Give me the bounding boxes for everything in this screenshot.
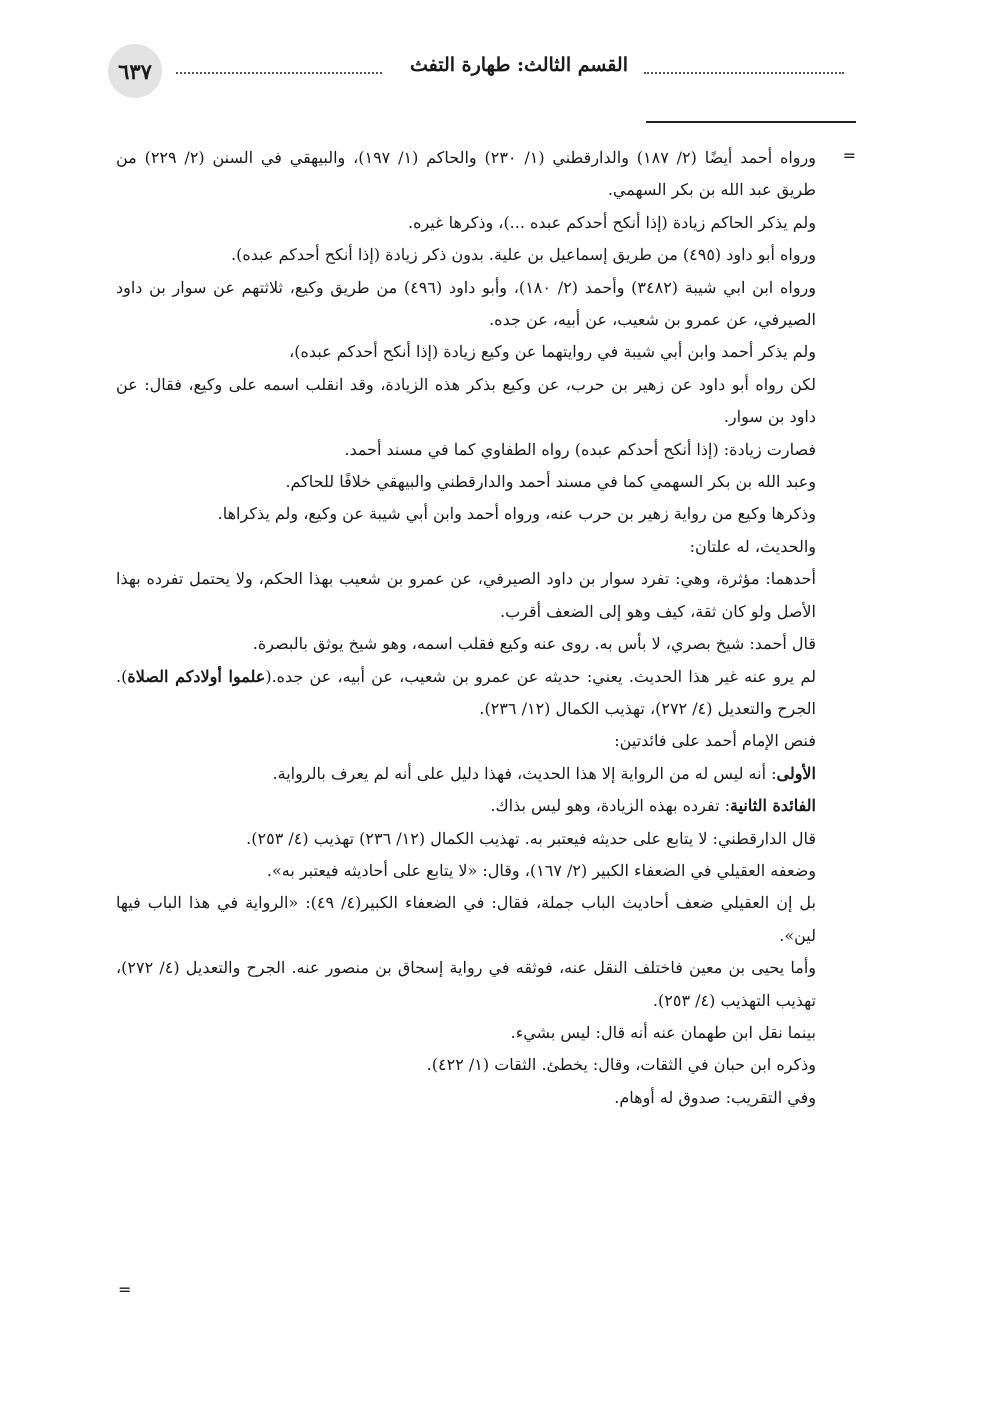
header-dots-left [176, 58, 382, 74]
continued-from-marker: = [842, 146, 856, 165]
paragraph-16 [116, 790, 816, 822]
paragraph-20: وأما يحيى بن معين فاختلف النقل عنه، فوثقه في رواية إسحاق بن منصور عنه. الجرح والتعديل (٤/ ٢٧٢)، تهذيب التهذيب (٤/ ٢٥٣). [116, 958, 816, 1010]
paragraph-3: ورواه أبو داود (٤٩٥) من طريق إسماعيل بن علية. بدون ذكر زيادة (إذا أنكح أحدكم عبده). [231, 245, 816, 265]
paragraph-22: وذكره ابن حبان في الثقات، وقال: يخطئ. الثقات (١/ ٤٢٢). [426, 1055, 816, 1075]
paragraph-14: فنص الإمام أحمد على فائدتين: [614, 731, 816, 751]
paragraph-13 [116, 661, 816, 726]
paragraph-9: وذكرها وكيع من رواية زهير بن حرب عنه، ورواه أحمد وابن أبي شيبة عن وكيع، ولم يذكراها. [217, 504, 816, 524]
paragraph-13-citation: ). الجرح والتعديل (٤/ ٢٧٢)، تهذيب الكمال (١٢/ ٢٣٦). [116, 666, 816, 718]
paragraph-6: لكن رواه أبو داود عن زهير بن حرب، عن وكيع بذكر هذه الزيادة، وقد انقلب اسمه على وكيع، فقال: عن داود بن سوار. [116, 374, 816, 427]
paragraph-11: أحدهما: مؤثرة، وهي: تفرد سوار بن داود الصيرفي، عن عمرو بن شعيب بهذا الحكم، ولا يحتمل تفرده بهذا الأصل ولو كان ثقة، كيف وهو إلى الضعف أقرب. [116, 569, 817, 621]
footnote-body [116, 142, 816, 1114]
paragraph-10: والحديث، له علتان: [689, 536, 816, 556]
paragraph-19: بل إن العقيلي ضعف أحاديث الباب جملة، فقال: في الضعفاء الكبير(٤/ ٤٩): «الرواية في هذا الباب فيها لين». [116, 893, 816, 945]
first-benefit-label: الأولى [776, 763, 816, 783]
hadith-title: علموا أولادكم الصلاة [127, 666, 266, 686]
paragraph-8: وعبد الله بن بكر السهمي كما في مسند أحمد والدارقطني والبيهقي خلافًا للحاكم. [285, 472, 816, 492]
second-benefit-label: الفائدة الثانية [730, 796, 816, 816]
paragraph-5: ولم يذكر أحمد وابن أبي شيبة في روايتهما عن وكيع زيادة (إذا أنكح أحدكم عبده)، [289, 342, 816, 362]
paragraph-2: ولم يذكر الحاكم زيادة (إذا أنكح أحدكم عبده ...)، وذكرها غيره. [408, 212, 816, 232]
paragraph-23: وفي التقريب: صدوق له أوهام. [614, 1087, 816, 1107]
paragraph-18: وضعفه العقيلي في الضعفاء الكبير (٢/ ١٦٧)، وقال: «لا يتابع على أحاديثه فيعتبر به». [266, 860, 816, 880]
paragraph-4: ورواه ابن ابي شيبة (٣٤٨٢) وأحمد (٢/ ١٨٠)، وأبو داود (٤٩٦) من طريق وكيع، ثلاثتهم عن سوار بن داود الصيرفي، عن عمرو بن شعيب، عن أبيه، عن جده. [116, 277, 817, 330]
paragraph-1: ورواه أحمد أيضًا (٢/ ١٨٧) والدارقطني (١/ ٢٣٠) والحاكم (١/ ١٩٧)، والبيهقي في السنن (٢/ ٢٢٩) من طريق عبد الله بن بكر السهمي. [116, 148, 816, 200]
running-header [108, 44, 844, 96]
paragraph-21: بينما نقل ابن طهمان عنه أنه قال: ليس بشيء. [510, 1022, 816, 1042]
paragraph-13-text: لم يرو عنه غير هذا الحديث. يعني: حديثه عن عمرو بن شعيب، عن أبيه، عن جده.( [265, 666, 816, 686]
paragraph-17: قال الدارقطني: لا يتابع على حديثه فيعتبر به. تهذيب الكمال (١٢/ ٢٣٦) تهذيب (٤/ ٢٥٣). [246, 828, 816, 848]
footnote-separator [646, 121, 856, 123]
paragraph-12: قال أحمد: شيخ بصري، لا بأس به. روى عنه وكيع فقلب اسمه، وهو شيخ يوثق بالبصرة. [252, 634, 816, 654]
header-dots-right [644, 58, 844, 74]
paragraph-7: فصارت زيادة: (إذا أنكح أحدكم عبده) رواه الطفاوي كما في مسند أحمد. [344, 439, 816, 459]
second-benefit-text: : تفرده بهذه الزيادة، وهو ليس بذاك. [490, 796, 731, 816]
chapter-title: القسم الثالث: طهارة التفث [409, 54, 628, 76]
paragraph-15 [116, 758, 816, 790]
continues-to-marker: = [118, 1280, 132, 1299]
page-number: ٦٣٧ [108, 44, 162, 98]
first-benefit-text: : أنه ليس له من الرواية إلا هذا الحديث، فهذا دليل على أنه لم يعرف بالرواية. [272, 763, 777, 783]
